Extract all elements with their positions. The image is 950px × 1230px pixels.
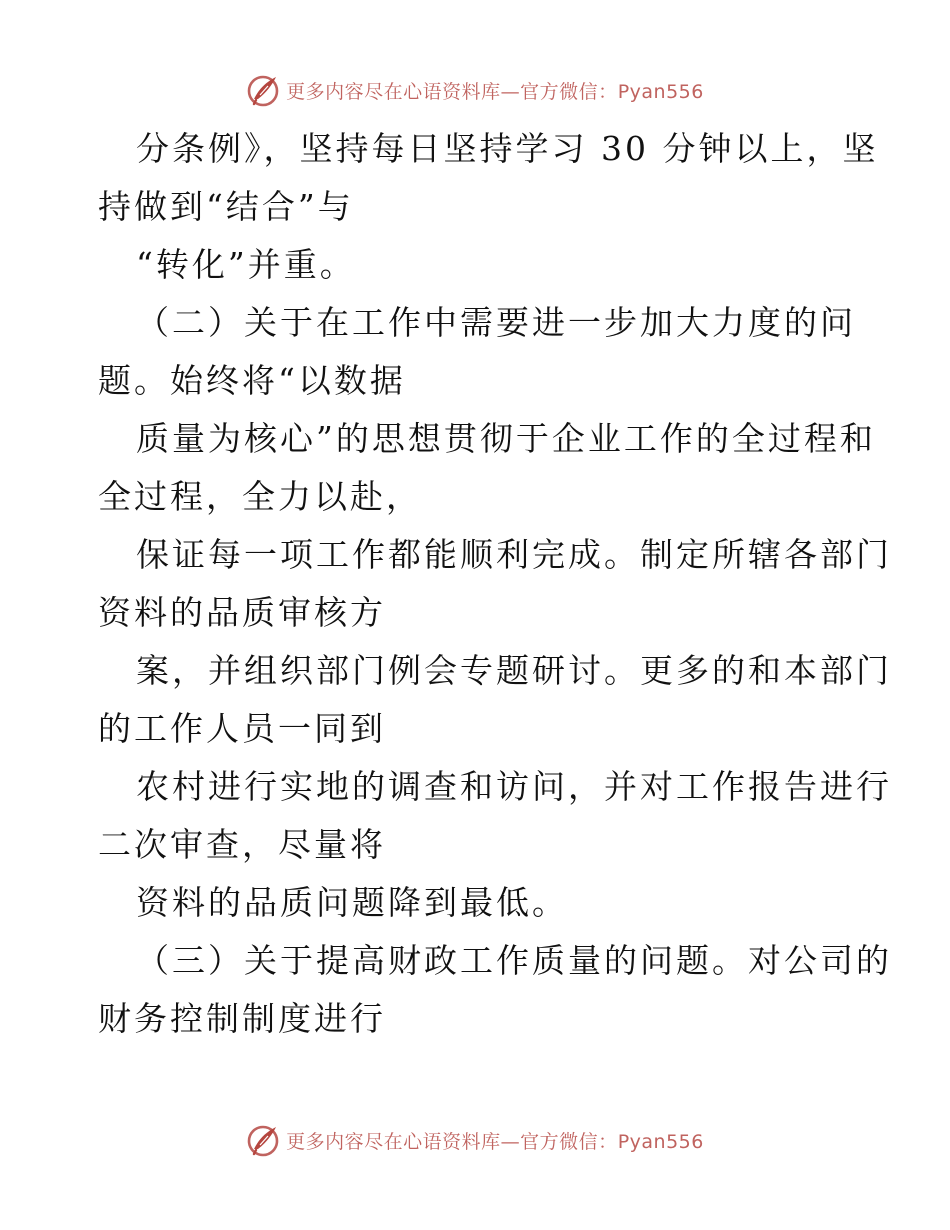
quill-logo-icon [246, 73, 280, 107]
body-line: “转化”并重。 [136, 245, 356, 284]
banner-wechat-id: Pyan556 [617, 1130, 704, 1153]
body-line: 题。始终将“以数据 [98, 361, 406, 400]
body-line: 资料的品质审核方 [98, 593, 386, 632]
banner-tail-text: 官方微信： [520, 80, 618, 103]
footer-banner [0, 1120, 950, 1160]
body-line: （二）关于在工作中需要进一步加大力度的问 [136, 303, 856, 342]
banner-main-text: 更多内容尽在心语资料库 [286, 80, 501, 103]
body-line: 全过程，全力以赴， [98, 477, 422, 516]
body-line: 财务控制制度进行 [98, 999, 386, 1038]
body-line: 保证每一项工作都能顺利完成。制定所辖各部门 [136, 535, 892, 574]
footer-banner-content [246, 1123, 704, 1157]
footer-banner-text [286, 1127, 704, 1154]
body-line: 质量为核心”的思想贯彻于企业工作的全过程和 [136, 419, 876, 458]
header-banner-text [286, 77, 704, 104]
banner-tail-text: 官方微信： [520, 1130, 618, 1153]
body-line: 农村进行实地的调查和访问，并对工作报告进行 [136, 767, 892, 806]
quill-logo-icon [246, 1123, 280, 1157]
body-line: 资料的品质问题降到最低。 [136, 883, 568, 922]
header-banner [0, 70, 950, 110]
body-line: 案，并组织部门例会专题研讨。更多的和本部门 [136, 651, 892, 690]
body-line: 二次审查，尽量将 [98, 825, 386, 864]
body-line: 分条例》，坚持每日坚持学习 30 分钟以上，坚 [136, 129, 879, 168]
body-line: 持做到“结合”与 [98, 187, 354, 226]
banner-wechat-id: Pyan556 [617, 80, 704, 103]
document-body [98, 120, 892, 1048]
banner-dash: — [500, 1130, 521, 1153]
banner-main-text: 更多内容尽在心语资料库 [286, 1130, 501, 1153]
header-banner-content [246, 73, 704, 107]
body-line: 的工作人员一同到 [98, 709, 386, 748]
body-line: （三）关于提高财政工作质量的问题。对公司的 [136, 941, 892, 980]
banner-dash: — [500, 80, 521, 103]
